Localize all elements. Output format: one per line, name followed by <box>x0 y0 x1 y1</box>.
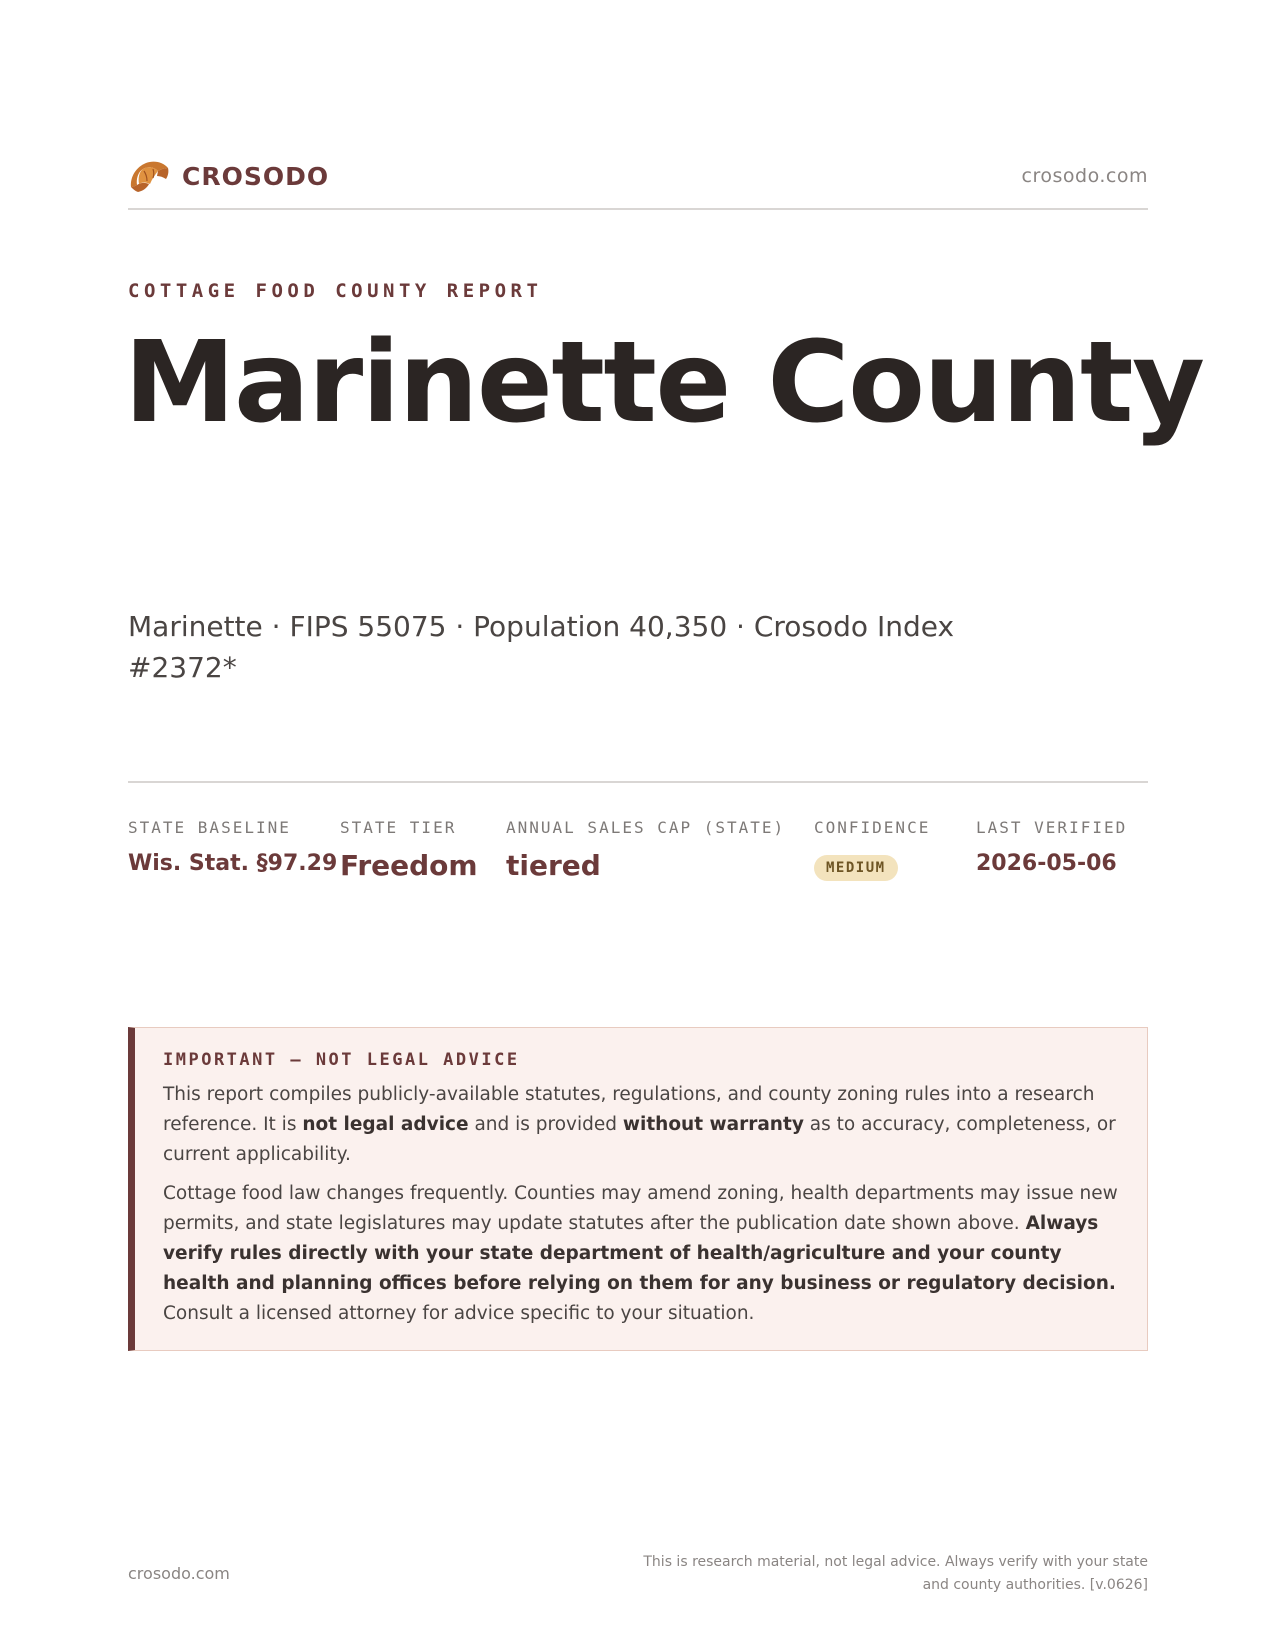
stat-annual-sales-cap <box>506 818 814 882</box>
report-eyebrow: COTTAGE FOOD COUNTY REPORT <box>128 280 543 302</box>
croissant-icon <box>128 157 170 195</box>
notice-title: IMPORTANT — NOT LEGAL ADVICE <box>163 1050 520 1070</box>
stat-confidence <box>814 818 976 882</box>
page-title: Marinette County <box>124 318 1204 448</box>
report-page <box>124 0 1204 1650</box>
legal-notice <box>128 1027 1148 1351</box>
stat-label: STATE TIER <box>340 818 457 837</box>
notice-paragraph-2: Cottage food law changes frequently. Counties may amend zoning, health departments may issue new permits, and state legislatures may update statutes after the publication date shown above. Always verify rules directly with your state department of health/agriculture and your county health and planning offices before relying on them for any business or regulatory decision. Consult a licensed attorney for advice specific to your situation. <box>163 1183 1118 1324</box>
stat-value: tiered <box>506 849 601 882</box>
confidence-badge: MEDIUM <box>814 855 898 881</box>
stat-state-baseline <box>128 818 340 882</box>
stat-label: CONFIDENCE <box>814 818 931 837</box>
notice-paragraph-1: This report compiles publicly-available statutes, regulations, and county zoning rules into a research reference. It is not legal advice and is provided without warranty as to accuracy, completeness, or current applicability. <box>163 1084 1116 1165</box>
stat-label: LAST VERIFIED <box>976 818 1128 837</box>
stat-value: Wis. Stat. §97.29 <box>128 851 338 876</box>
brand <box>128 157 329 195</box>
county-subtitle: Marinette · FIPS 55075 · Population 40,350 · Crosodo Index #2372* <box>128 610 955 684</box>
stat-state-tier <box>340 818 506 882</box>
brand-name: CROSODO <box>182 161 330 191</box>
stat-value: Freedom <box>340 849 478 882</box>
footer-site-url[interactable]: crosodo.com <box>128 1564 230 1583</box>
stats-row <box>128 818 1148 882</box>
stat-value: 2026-05-06 <box>976 851 1117 876</box>
page-header <box>128 158 1148 210</box>
footer-disclaimer: This is research material, not legal advice. Always verify with your state and county authorities. [v.0626] <box>643 1554 1148 1593</box>
section-divider <box>128 781 1148 783</box>
stat-label: ANNUAL SALES CAP (STATE) <box>506 818 786 837</box>
site-url-link[interactable]: crosodo.com <box>1021 165 1148 187</box>
stat-label: STATE BASELINE <box>128 818 291 837</box>
stat-last-verified <box>976 818 1127 882</box>
